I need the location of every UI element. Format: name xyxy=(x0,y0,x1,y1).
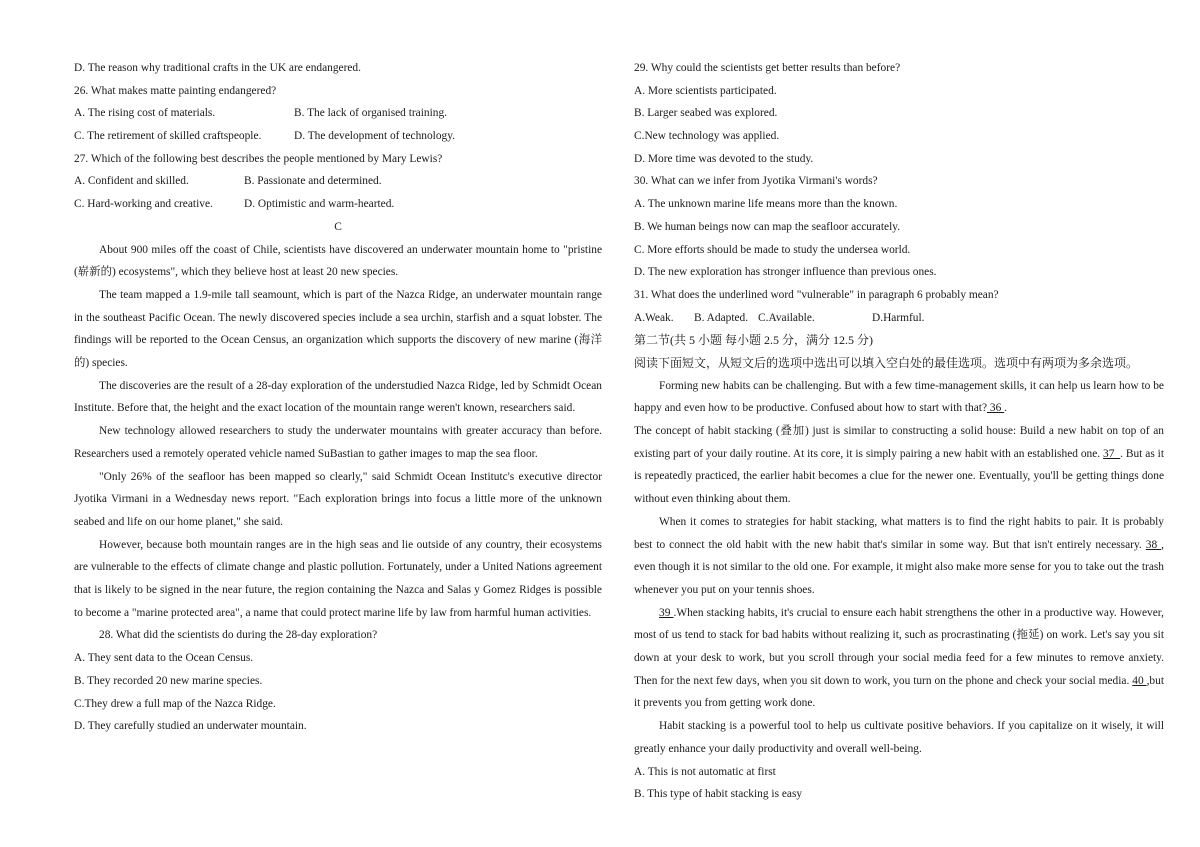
q27-option-b: B. Passionate and determined. xyxy=(244,175,382,188)
cloze-p2-text-a: The concept of habit stacking (叠加) just is similar to constructing a solid house: Build a new habit on top of an existing part of your daily routine. At its core, it is simply pairing a new habit with an established one. xyxy=(634,425,1164,460)
q27-option-a: A. Confident and skilled. xyxy=(74,175,189,188)
q28-option-d: D. They carefully studied an underwater mountain. xyxy=(74,720,307,733)
blank-40: 40 xyxy=(1132,674,1147,687)
passage-paragraph-1: About 900 miles off the coast of Chile, scientists have discovered an underwater mountain home to "pristine (崭新的) ecosystems", which they believe host at least 20 new species. xyxy=(74,243,602,279)
passage-label: C xyxy=(334,220,342,233)
q30-option-a: A. The unknown marine life means more than the known. xyxy=(634,198,898,211)
q26-option-a: A. The rising cost of materials. xyxy=(74,107,216,120)
q31-option-b: B. Adapted. xyxy=(694,311,749,324)
q29-option-c: C.New technology was applied. xyxy=(634,130,780,143)
blank-38: 38 xyxy=(1145,538,1162,551)
passage-paragraph-3: The discoveries are the result of a 28-day exploration of the understudied Nazca Ridge, led by Schmidt Ocean Institute. Before that, the height and the exact location of the mountain range weren't known, researchers said. xyxy=(74,379,602,415)
q26-options-cd xyxy=(74,125,602,148)
q31-question: 31. What does the underlined word "vulnerable" in paragraph 6 probably mean? xyxy=(634,288,999,301)
cloze-option-b: B. This type of habit stacking is easy xyxy=(634,788,803,801)
q26-option-b: B. The lack of organised training. xyxy=(294,107,448,120)
q27-options-cd xyxy=(74,193,602,216)
q30-option-b: B. We human beings now can map the seafloor accurately. xyxy=(634,220,901,233)
cloze-paragraph-5: Habit stacking is a powerful tool to help us cultivate positive behaviors. If you capitalize on it wisely, it will greatly enhance your daily productivity and overall well-being. xyxy=(634,720,1164,755)
q25-option-d: D. The reason why traditional crafts in the UK are endangered. xyxy=(74,62,361,74)
q27-question: 27. Which of the following best describes the people mentioned by Mary Lewis? xyxy=(74,152,443,165)
cloze-paragraph-1: Forming new habits can be challenging. But with a few time-management skills, it can help us learn how to be happy and even how to be productive. Confused about how to start with that? 36 . xyxy=(634,379,1164,415)
passage-paragraph-6: However, because both mountain ranges are in the high seas and lie outside of any country, their ecosystems are vulnerable to the effects of climate change and plastic pollution. Fortunately, under a United Nations agreement that is likely to be signed in the near future, the region containing the Nazca and Salas y Gomez Ridges is possible to become a "marine protected area", a name that could protect marine life by law from harmful human activities. xyxy=(74,538,602,619)
q28-question: 28. What did the scientists do during the 28-day exploration? xyxy=(99,629,378,642)
q31-option-c: C.Available. xyxy=(758,311,815,324)
q29-option-a: A. More scientists participated. xyxy=(634,84,777,97)
q30-option-d: D. The new exploration has stronger influence than previous ones. xyxy=(634,266,937,279)
q27-options-ab xyxy=(74,170,602,193)
blank-36: 36 xyxy=(987,402,1005,415)
passage-paragraph-5: "Only 26% of the seafloor has been mapped so clearly," said Schmidt Ocean Institutc's executive director Jyotika Virmani in a Wednesday news report. "Each exploration brings into focus a little more of the unknown seabed and life on our home planet," she said. xyxy=(74,470,602,528)
q31-option-a: A.Weak. xyxy=(634,311,674,324)
q31-options xyxy=(634,307,1164,330)
q26-option-d: D. The development of technology. xyxy=(294,130,456,143)
cloze-p1-text: Forming new habits can be challenging. But with a few time-management skills, it can help us learn how to be happy and even how to be productive. Confused about how to start with that? xyxy=(634,379,1164,415)
q26-question: 26. What makes matte painting endangered? xyxy=(74,84,277,97)
cloze-p4-text-b: ,but it prevents you from getting work done. xyxy=(634,674,1164,710)
section-title: 第二节(共 5 小题 每小题 2.5 分，满分 12.5 分) xyxy=(634,333,873,348)
q30-question: 30. What can we infer from Jyotika Virmani's words? xyxy=(634,175,878,188)
cloze-option-a: A. This is not automatic at first xyxy=(634,765,776,778)
q26-option-c: C. The retirement of skilled craftspeople. xyxy=(74,130,262,143)
cloze-p3-text-b: , even though it is not similar to the old one. For example, it might also make more sense for you to take out the trash whenever you put on your tennis shoes. xyxy=(634,538,1164,596)
section-instructions: 阅读下面短文，从短文后的选项中选出可以填入空白处的最佳选项。选项中有两项为多余选项。 xyxy=(634,355,1139,370)
cloze-paragraph-2 xyxy=(634,420,1164,511)
q30-option-c: C. More efforts should be made to study the undersea world. xyxy=(634,243,911,256)
q31-option-d: D.Harmful. xyxy=(872,311,925,324)
passage-paragraph-4: New technology allowed researchers to study the underwater mountains with greater accuracy than before. Researchers used a remotely operated vehicle named SuBastian to gather images to map the sea floor. xyxy=(74,425,602,460)
passage-paragraph-2: The team mapped a 1.9-mile tall seamount, which is part of the Nazca Ridge, an underwater mountain range in the southeast Pacific Ocean. The newly discovered species include a sea urchin, starfish and a squat lobster. The findings will be reported to the Ocean Census, an organization which supports the discovery of new marine (海洋的) species. xyxy=(74,288,602,370)
q28-option-a: A. They sent data to the Ocean Census. xyxy=(74,652,254,665)
q29-question: 29. Why could the scientists get better results than before? xyxy=(634,62,901,74)
q27-option-d: D. Optimistic and warm-hearted. xyxy=(244,198,395,211)
cloze-p4-text-a: .When stacking habits, it's crucial to ensure each habit strengthens the other in a productive way. However, most of us tend to stack for bad habits without realizing it, such as procrastinating (拖延) on work. Let's say you sit down at your desk to work, but you scroll through your social media feed for a few minutes to remove anxiety. Then for the next few days, when you sit down to work, you turn on the phone and check your social media. xyxy=(634,606,1164,687)
q27-option-c: C. Hard-working and creative. xyxy=(74,198,213,211)
cloze-paragraph-3 xyxy=(634,511,1164,602)
cloze-paragraph-4 xyxy=(634,602,1164,716)
q29-option-d: D. More time was devoted to the study. xyxy=(634,152,814,165)
left-column xyxy=(74,57,602,738)
blank-39: 39 xyxy=(659,606,674,619)
cloze-p3-text-a: When it comes to strategies for habit stacking, what matters is to find the right habits to pair. It is probably best to connect the old habit with the new habit that's similar in some way. But that isn't entirely necessary. xyxy=(634,515,1164,551)
q28-option-b: B. They recorded 20 new marine species. xyxy=(74,674,263,687)
blank-37: 37_ xyxy=(1103,447,1121,460)
cloze-p2-text-b: . But as it is repeatedly practiced, the earlier habit becomes a clue for the newer one. Eventually, you'll be getting things done without even thinking about them. xyxy=(634,447,1164,506)
q26-options-ab xyxy=(74,102,602,125)
right-column xyxy=(634,57,1164,806)
q28-option-c: C.They drew a full map of the Nazca Ridge. xyxy=(74,697,276,710)
q29-option-b: B. Larger seabed was explored. xyxy=(634,107,778,120)
